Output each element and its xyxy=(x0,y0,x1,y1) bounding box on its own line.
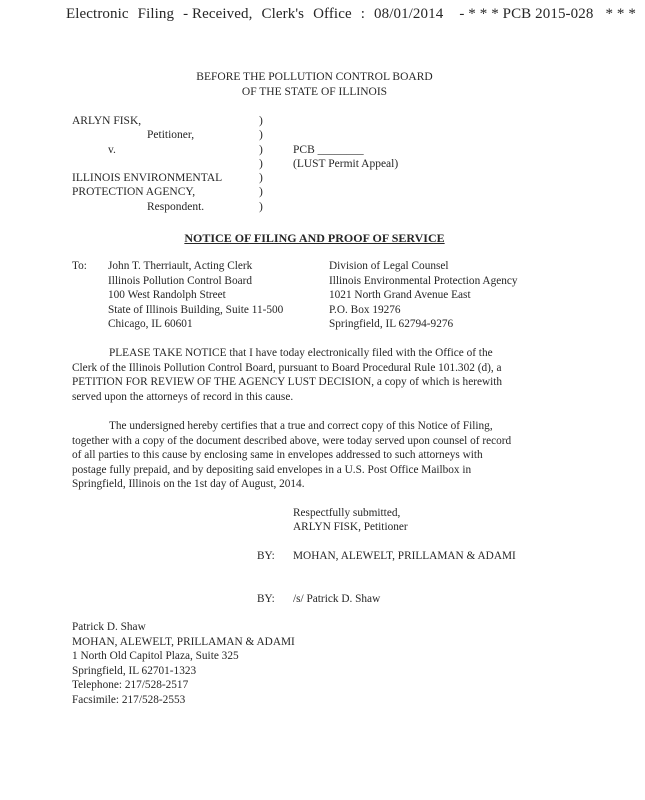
versus: v. xyxy=(108,144,116,156)
recipient-left-line: State of Illinois Building, Suite 11-500 xyxy=(108,303,284,316)
stamp-word: Clerk's xyxy=(261,6,305,22)
by-label: BY: xyxy=(257,550,275,562)
filing-stamp xyxy=(66,6,645,23)
caption-paren: ) xyxy=(259,115,263,127)
firm-name: MOHAN, ALEWELT, PRILLAMAN & ADAMI xyxy=(293,550,516,562)
petitioner-name: ARLYN FISK, xyxy=(72,115,142,127)
recipient-right-line: Division of Legal Counsel xyxy=(329,260,449,272)
attorney-line: MOHAN, ALEWELT, PRILLAMAN & ADAMI xyxy=(72,635,295,648)
attorney-line: Patrick D. Shaw xyxy=(72,621,146,633)
caption-paren: ) xyxy=(259,129,263,141)
stamp-word: - Received, xyxy=(183,6,253,22)
stamp-word: : xyxy=(360,6,365,22)
court-header-line-1: BEFORE THE POLLUTION CONTROL BOARD xyxy=(196,71,433,83)
court-header-line-2: OF THE STATE OF ILLINOIS xyxy=(241,86,388,98)
stamp-stars: * * * xyxy=(605,6,636,22)
recipient-left-line: Illinois Pollution Control Board xyxy=(108,274,253,287)
respondent-role: Respondent. xyxy=(147,201,205,213)
paragraph-line: of all parties to this cause by enclosing same in envelopes addressed to such attorneys with xyxy=(72,449,483,462)
stamp-word: Office xyxy=(313,6,352,22)
by-label: BY: xyxy=(257,593,275,605)
stamp-word: Filing xyxy=(137,6,175,22)
recipient-right-line: Illinois Environmental Protection Agency xyxy=(329,274,518,287)
paragraph-line: Clerk of the Illinois Pollution Control Board, pursuant to Board Procedural Rule 101.302 (d), a xyxy=(72,361,502,374)
paragraph-line: Springfield, Illinois on the 1st day of August, 2014. xyxy=(72,478,305,491)
attorney-line: 1 North Old Capitol Plaza, Suite 325 xyxy=(72,650,239,663)
recipient-left-line: 100 West Randolph Street xyxy=(108,289,226,302)
caption-paren: ) xyxy=(259,172,263,184)
recipient-right-line: 1021 North Grand Avenue East xyxy=(329,289,471,302)
paragraph-line: PLEASE TAKE NOTICE that I have today electronically filed with the Office of the xyxy=(109,347,493,359)
attorney-line: Facsimile: 217/528-2553 xyxy=(72,693,186,706)
paragraph-line: postage fully prepaid, and by depositing said envelopes in a U.S. Post Office Mailbox in xyxy=(72,463,472,476)
stamp-case: - * * * PCB 2015-028 xyxy=(459,6,594,22)
paragraph-line: PETITION FOR REVIEW OF THE AGENCY LUST DECISION, a copy of which is herewith xyxy=(72,376,503,389)
caption-paren: ) xyxy=(259,158,263,170)
client-line: ARLYN FISK, Petitioner xyxy=(293,521,408,533)
notice-title: NOTICE OF FILING AND PROOF OF SERVICE xyxy=(184,231,445,245)
attorney-block xyxy=(72,620,295,708)
respondent-name-2: PROTECTION AGENCY, xyxy=(72,186,196,198)
stamp-word: Electronic xyxy=(66,6,129,22)
attorney-line: Springfield, IL 62701-1323 xyxy=(72,664,197,677)
closing: Respectfully submitted, xyxy=(293,507,401,519)
notice-paragraph xyxy=(72,346,502,404)
paragraph-line: together with a copy of the document described above, were today served upon counsel of record xyxy=(72,434,512,447)
attorney-line: Telephone: 217/528-2517 xyxy=(72,679,189,692)
recipient-right-line: P.O. Box 19276 xyxy=(329,303,401,316)
certification-paragraph xyxy=(72,419,511,492)
recipient-right-line: Springfield, IL 62794-9276 xyxy=(329,318,454,331)
electronic-signature: /s/ Patrick D. Shaw xyxy=(293,593,381,605)
paragraph-line: served upon the attorneys of record in this cause. xyxy=(72,390,294,403)
recipient-left xyxy=(108,259,283,332)
paragraph-line: The undersigned hereby certifies that a true and correct copy of this Notice of Filing, xyxy=(109,420,493,432)
caption-paren: ) xyxy=(259,144,263,156)
caption-paren: ) xyxy=(259,201,263,213)
to-label: To: xyxy=(72,260,87,272)
petitioner-role: Petitioner, xyxy=(147,129,195,141)
caption-paren: ) xyxy=(259,186,263,198)
recipient-right xyxy=(329,259,518,332)
respondent-name-1: ILLINOIS ENVIRONMENTAL xyxy=(72,172,223,184)
stamp-date: 08/01/2014 xyxy=(374,6,444,22)
recipient-left-line: John T. Therriault, Acting Clerk xyxy=(108,260,253,272)
recipient-left-line: Chicago, IL 60601 xyxy=(108,318,193,331)
case-number-label: PCB ________ xyxy=(293,144,364,156)
case-type: (LUST Permit Appeal) xyxy=(293,158,399,170)
